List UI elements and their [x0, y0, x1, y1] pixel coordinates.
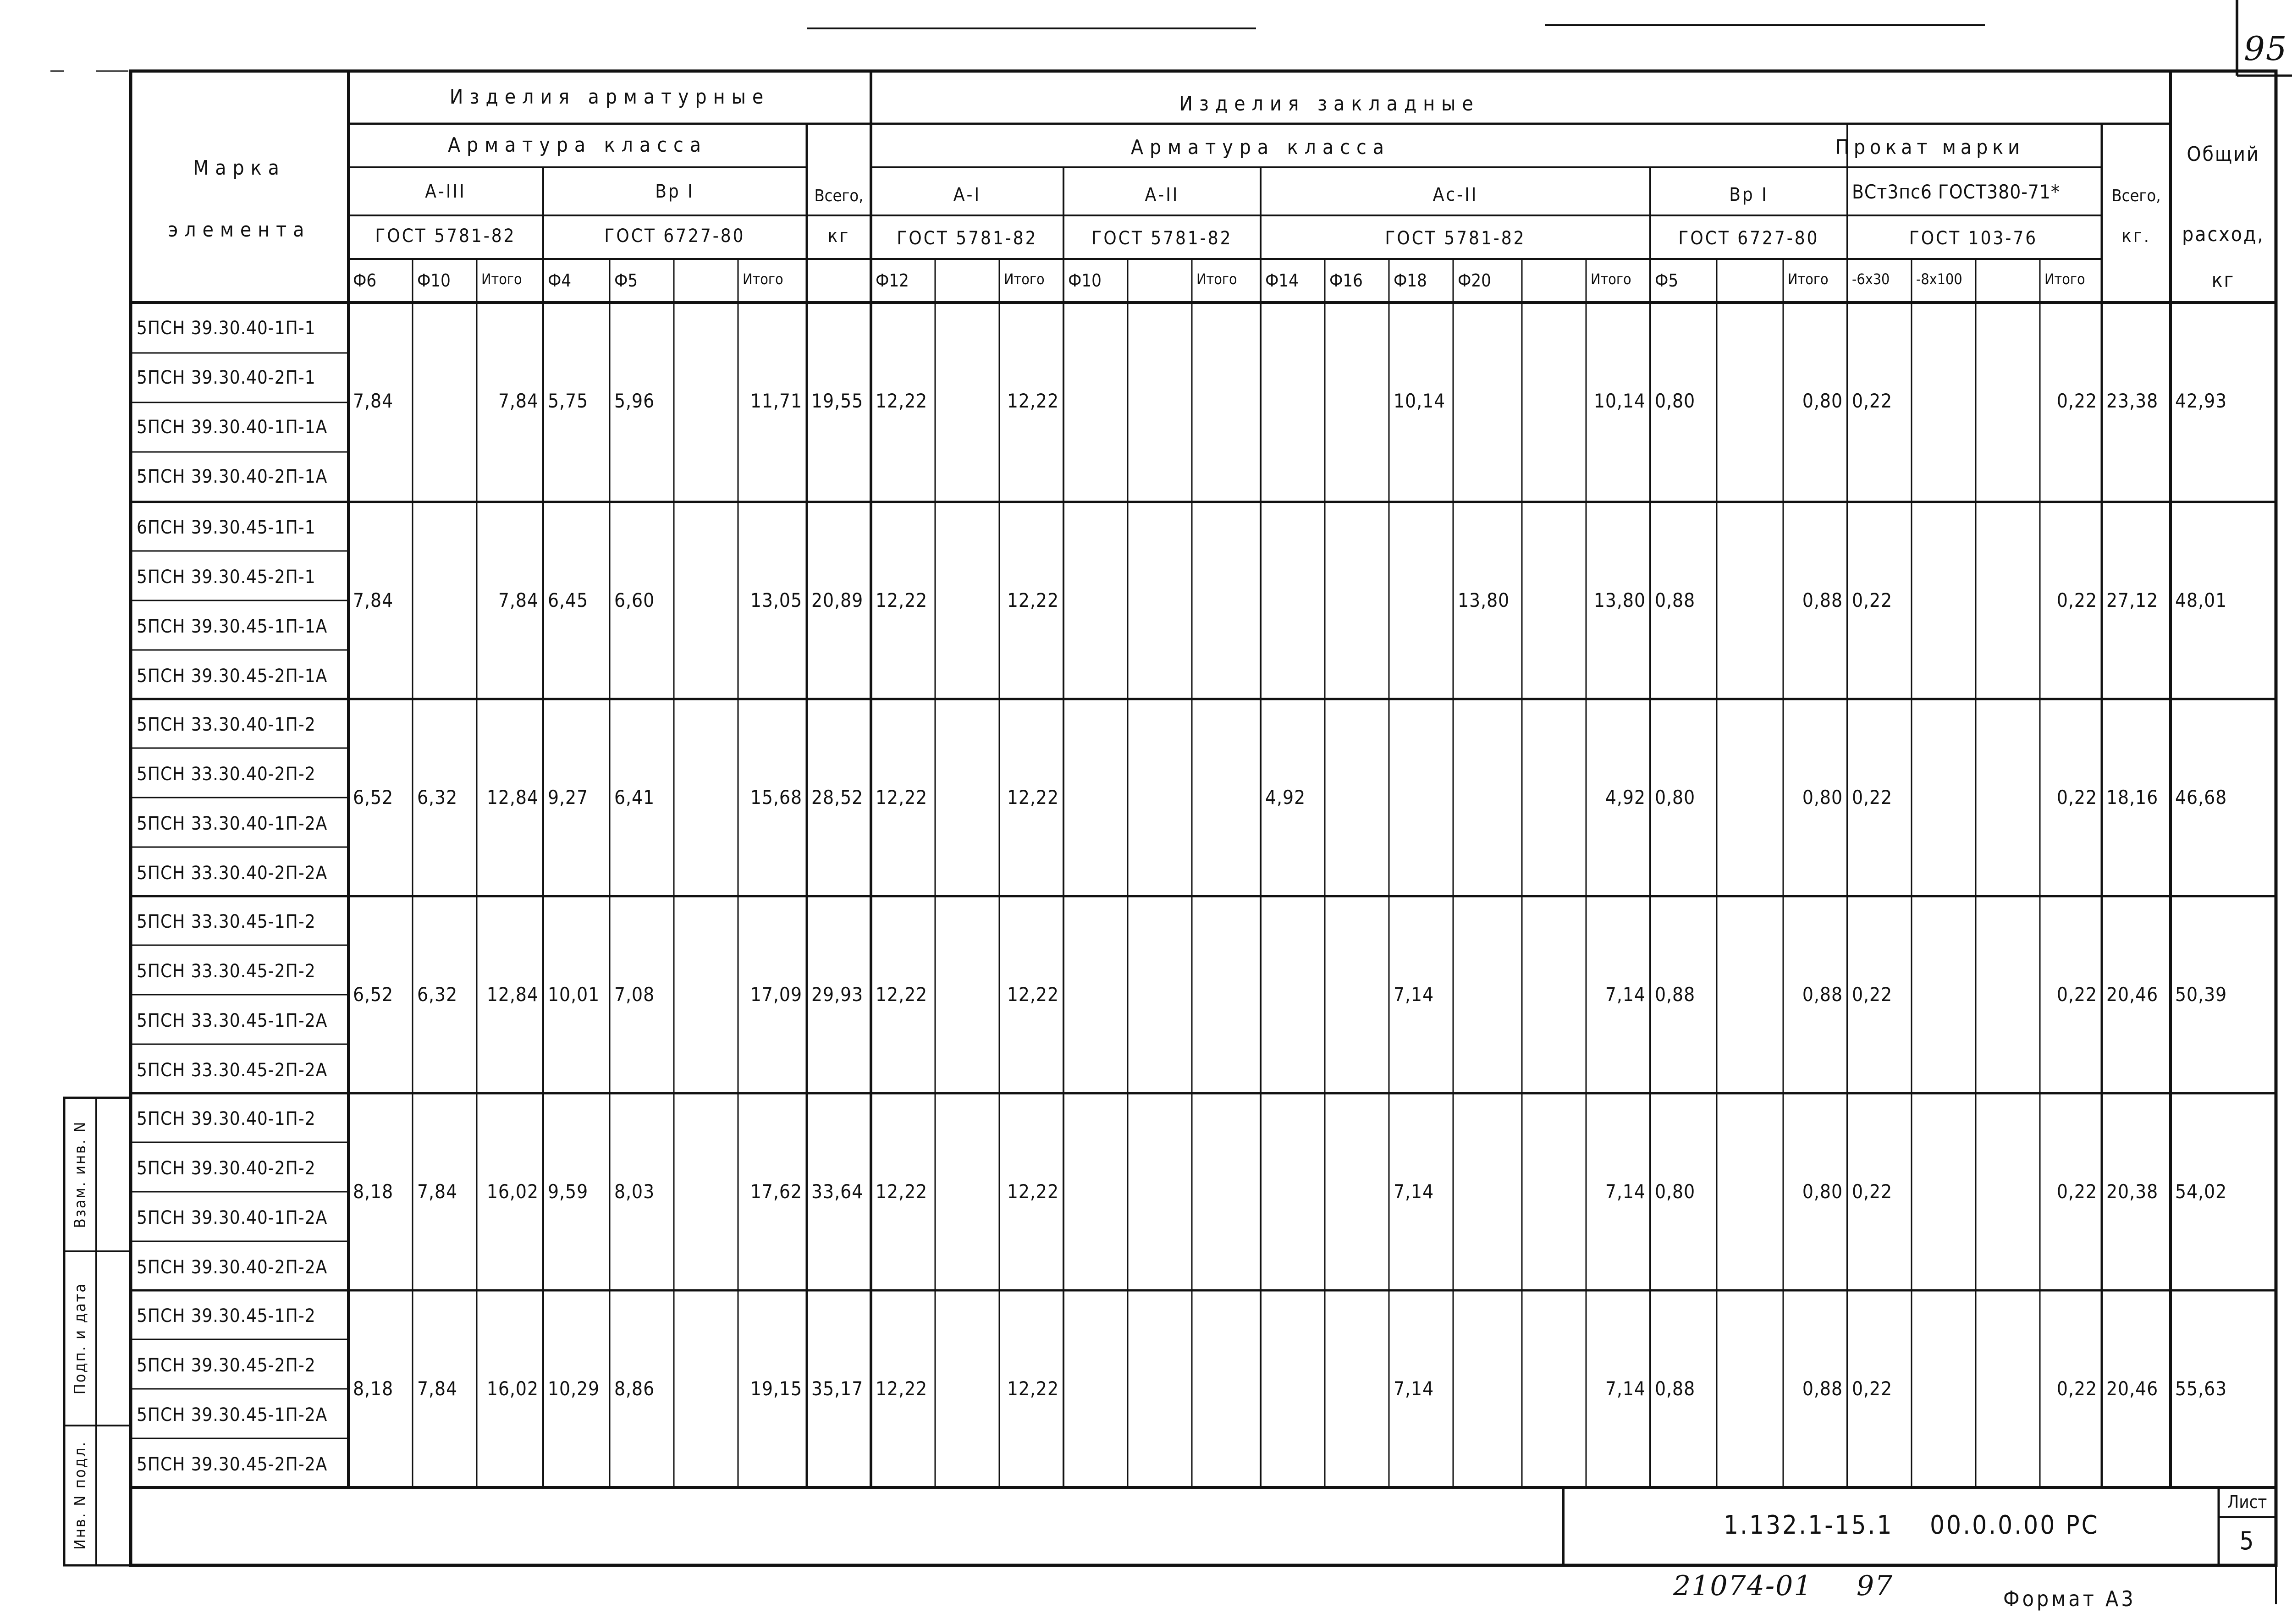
value-cell: 7,84	[353, 390, 394, 412]
value-cell: 0,22	[2056, 1377, 2097, 1400]
diameter-header-cell: Итого	[1591, 270, 1631, 288]
element-mark: 5ПСН 33.30.45-1П-2А	[137, 1010, 328, 1031]
doc-suffix: 00.0.0.00 РС	[1930, 1510, 2099, 1540]
value-cell: 9,59	[548, 1180, 589, 1203]
element-mark: 5ПСН 33.30.45-2П-2А	[137, 1060, 328, 1081]
arm-klassa-2: Арматура класса	[1130, 136, 1391, 159]
diameter-header-cell: -6х30	[1852, 270, 1890, 288]
value-cell: 0,88	[1655, 589, 1696, 611]
value-cell: 0,22	[2056, 786, 2097, 809]
diameter-header-cell: Ф10	[417, 270, 451, 291]
value-cell: 20,38	[2106, 1180, 2159, 1203]
value-cell: 12,22	[1007, 589, 1059, 611]
value-cell: 10,29	[548, 1377, 600, 1400]
value-cell: 0,22	[2056, 983, 2097, 1006]
element-mark: 5ПСН 39.30.40-2П-2	[137, 1158, 316, 1179]
gost-7: ГОСТ 103-76	[1909, 228, 2038, 249]
value-cell: 18,16	[2106, 786, 2159, 809]
element-mark: 5ПСН 33.30.45-2П-2	[137, 961, 316, 982]
diameter-header-cell: Ф14	[1265, 270, 1299, 291]
element-mark: 5ПСН 39.30.45-2П-2А	[137, 1454, 328, 1475]
element-mark: 5ПСН 39.30.40-1П-1А	[137, 417, 328, 438]
diameter-header-cell: Ф12	[876, 270, 909, 291]
class-bp1-a: Вр I	[655, 181, 694, 202]
prokat-grade: ВСт3пс6 ГОСТ380-71*	[1852, 181, 2060, 203]
value-cell: 50,39	[2175, 983, 2227, 1006]
value-cell: 6,32	[417, 786, 458, 809]
element-mark: 6ПСН 39.30.45-1П-1	[137, 517, 316, 538]
value-cell: 6,52	[353, 983, 394, 1006]
value-cell: 19,55	[811, 390, 864, 412]
value-cell: 7,84	[417, 1180, 458, 1203]
value-cell: 0,22	[1852, 1377, 1893, 1400]
value-cell: 11,71	[750, 390, 802, 412]
element-mark: 5ПСН 39.30.40-2П-1А	[137, 466, 328, 487]
value-cell: 8,86	[614, 1377, 655, 1400]
value-cell: 0,88	[1802, 983, 1843, 1006]
element-mark: 5ПСН 39.30.40-1П-1	[137, 318, 316, 339]
value-cell: 7,84	[417, 1377, 458, 1400]
element-mark: 5ПСН 39.30.45-2П-2	[137, 1355, 316, 1376]
value-cell: 16,02	[486, 1180, 539, 1203]
value-cell: 0,80	[1802, 786, 1843, 809]
value-cell: 12,84	[486, 983, 539, 1006]
side-label-podp: Подп. и дата	[71, 1282, 89, 1395]
value-cell: 0,80	[1655, 786, 1696, 809]
vsego-1a: Всего,	[814, 187, 864, 205]
value-cell: 35,17	[811, 1377, 864, 1400]
value-cell: 7,14	[1394, 1377, 1434, 1400]
diameter-header-cell: Ф16	[1329, 270, 1363, 291]
diameter-header-cell: Итого	[481, 270, 522, 288]
value-cell: 0,22	[1852, 390, 1893, 412]
value-cell: 20,89	[811, 589, 864, 611]
value-cell: 0,22	[1852, 589, 1893, 611]
value-cell: 29,93	[811, 983, 864, 1006]
diameter-header-cell: Ф5	[1655, 270, 1679, 291]
obshchiy-header-2: расход,	[2182, 223, 2264, 246]
value-cell: 17,09	[750, 983, 802, 1006]
value-cell: 7,84	[353, 589, 394, 611]
value-cell: 16,02	[486, 1377, 539, 1400]
value-cell: 7,14	[1605, 1180, 1646, 1203]
element-mark: 5ПСН 33.30.40-2П-2А	[137, 863, 328, 884]
value-cell: 27,12	[2106, 589, 2159, 611]
value-cell: 4,92	[1265, 786, 1306, 809]
gost-3: ГОСТ 5781-82	[897, 228, 1038, 249]
diameter-header-cell: Ф18	[1394, 270, 1427, 291]
value-cell: 9,27	[548, 786, 589, 809]
corner-sheet-number: 95	[2244, 29, 2288, 68]
element-mark: 5ПСН 39.30.45-1П-2А	[137, 1404, 328, 1426]
value-cell: 28,52	[811, 786, 864, 809]
value-cell: 7,14	[1394, 1180, 1434, 1203]
diameter-header-cell: Итого	[1004, 270, 1045, 288]
value-cell: 12,22	[1007, 983, 1059, 1006]
value-cell: 12,22	[1007, 786, 1059, 809]
value-cell: 10,14	[1394, 390, 1446, 412]
value-cell: 0,22	[1852, 786, 1893, 809]
value-cell: 7,14	[1605, 983, 1646, 1006]
value-cell: 0,22	[2056, 390, 2097, 412]
value-cell: 23,38	[2106, 390, 2159, 412]
value-cell: 0,80	[1802, 1180, 1843, 1203]
diameter-header-cell: Ф6	[353, 270, 377, 291]
value-cell: 7,14	[1605, 1377, 1646, 1400]
value-cell: 54,02	[2175, 1180, 2227, 1203]
gost-1: ГОСТ 5781-82	[375, 226, 516, 247]
value-cell: 8,18	[353, 1180, 394, 1203]
class-bp1-b: Вр I	[1729, 184, 1769, 205]
value-cell: 12,22	[876, 786, 928, 809]
value-cell: 7,84	[498, 589, 539, 611]
diameter-header-cell: Итого	[1788, 270, 1829, 288]
value-cell: 55,63	[2175, 1377, 2227, 1400]
value-cell: 7,84	[498, 390, 539, 412]
value-cell: 12,84	[486, 786, 539, 809]
value-cell: 4,92	[1605, 786, 1646, 809]
class-a2: А-II	[1145, 184, 1179, 205]
value-cell: 0,80	[1802, 390, 1843, 412]
element-mark: 5ПСН 39.30.45-1П-2	[137, 1305, 316, 1327]
value-cell: 8,03	[614, 1180, 655, 1203]
diameter-header-cell: Ф5	[614, 270, 638, 291]
value-cell: 6,52	[353, 786, 394, 809]
element-mark: 5ПСН 39.30.40-2П-2А	[137, 1257, 328, 1278]
value-cell: 20,46	[2106, 1377, 2159, 1400]
element-mark: 5ПСН 33.30.40-1П-2	[137, 714, 316, 735]
value-cell: 13,05	[750, 589, 802, 611]
value-cell: 8,18	[353, 1377, 394, 1400]
side-label-inv: Инв. N подл.	[71, 1440, 89, 1550]
value-cell: 12,22	[1007, 1377, 1059, 1400]
value-cell: 0,80	[1655, 1180, 1696, 1203]
value-cell: 6,41	[614, 786, 655, 809]
value-cell: 6,32	[417, 983, 458, 1006]
diameter-header-cell: Итого	[2044, 270, 2085, 288]
element-header: элемента	[168, 218, 311, 242]
diameter-header-cell: Ф4	[548, 270, 572, 291]
obshchiy-header-1: Общий	[2187, 143, 2260, 166]
vsego-1b: кг	[827, 226, 850, 247]
value-cell: 17,62	[750, 1180, 802, 1203]
sheet-number: 5	[2239, 1526, 2255, 1555]
element-mark: 5ПСН 39.30.45-2П-1А	[137, 666, 328, 687]
value-cell: 0,22	[2056, 589, 2097, 611]
value-cell: 12,22	[876, 1180, 928, 1203]
value-cell: 13,80	[1458, 589, 1510, 611]
element-mark: 5ПСН 39.30.40-1П-2	[137, 1108, 316, 1129]
diameter-header-cell: Итого	[743, 270, 783, 288]
gost-5: ГОСТ 5781-82	[1385, 228, 1526, 249]
value-cell: 13,80	[1593, 589, 1646, 611]
value-cell: 12,22	[876, 983, 928, 1006]
value-cell: 20,46	[2106, 983, 2159, 1006]
value-cell: 42,93	[2175, 390, 2227, 412]
value-cell: 15,68	[750, 786, 802, 809]
marka-header: Марка	[193, 156, 286, 180]
element-mark: 5ПСН 39.30.45-2П-1	[137, 567, 316, 588]
value-cell: 19,15	[750, 1377, 802, 1400]
value-cell: 0,88	[1802, 589, 1843, 611]
zakladnye-header: Изделия закладные	[1179, 92, 1480, 116]
value-cell: 0,22	[1852, 983, 1893, 1006]
element-mark: 5ПСН 39.30.40-2П-1	[137, 367, 316, 388]
value-cell: 0,88	[1655, 1377, 1696, 1400]
value-cell: 12,22	[876, 1377, 928, 1400]
element-mark: 5ПСН 39.30.40-1П-2А	[137, 1207, 328, 1228]
element-mark: 5ПСН 39.30.45-1П-1А	[137, 616, 328, 637]
sheet-label: Лист	[2227, 1492, 2267, 1512]
doc-code: 1.132.1-15.1	[1724, 1510, 1894, 1540]
value-cell: 7,08	[614, 983, 655, 1006]
value-cell: 0,88	[1802, 1377, 1843, 1400]
value-cell: 0,80	[1655, 390, 1696, 412]
side-label-vzam: Взам. инв. N	[71, 1120, 89, 1228]
bottom-note-format: Формат А3	[2003, 1586, 2136, 1611]
armaturnye-header: Изделия арматурные	[449, 85, 770, 109]
class-a3: А-III	[425, 181, 466, 202]
diameter-header-cell: Ф10	[1068, 270, 1102, 291]
diameter-header-cell: Ф20	[1458, 270, 1491, 291]
value-cell: 12,22	[876, 589, 928, 611]
value-cell: 46,68	[2175, 786, 2227, 809]
diameter-header-cell: Итого	[1196, 270, 1237, 288]
value-cell: 48,01	[2175, 589, 2227, 611]
value-cell: 6,60	[614, 589, 655, 611]
bottom-note-2: 97	[1857, 1570, 1894, 1602]
value-cell: 12,22	[1007, 1180, 1059, 1203]
value-cell: 10,01	[548, 983, 600, 1006]
class-a1: А-I	[953, 184, 981, 205]
bottom-note-1: 21074-01	[1673, 1570, 1813, 1602]
prokat-header: Прокат марки	[1835, 136, 2024, 159]
value-cell: 12,22	[876, 390, 928, 412]
value-cell: 5,75	[548, 390, 589, 412]
element-mark: 5ПСН 33.30.40-2П-2	[137, 764, 316, 785]
value-cell: 10,14	[1593, 390, 1646, 412]
arm-klassa-1: Арматура класса	[447, 133, 708, 157]
value-cell: 6,45	[548, 589, 589, 611]
gost-6: ГОСТ 6727-80	[1678, 228, 1819, 249]
gost-2: ГОСТ 6727-80	[604, 226, 745, 247]
value-cell: 0,22	[2056, 1180, 2097, 1203]
gost-4: ГОСТ 5781-82	[1091, 228, 1233, 249]
value-cell: 5,96	[614, 390, 655, 412]
element-mark: 5ПСН 33.30.40-1П-2А	[137, 813, 328, 834]
value-cell: 0,22	[1852, 1180, 1893, 1203]
value-cell: 12,22	[1007, 390, 1059, 412]
diameter-header-cell: -8х100	[1916, 270, 1962, 288]
value-cell: 0,88	[1655, 983, 1696, 1006]
element-mark: 5ПСН 33.30.45-1П-2	[137, 911, 316, 932]
vsego-2b: кг.	[2121, 226, 2151, 247]
value-cell: 7,14	[1394, 983, 1434, 1006]
obshchiy-header-3: кг	[2211, 269, 2235, 292]
value-cell: 33,64	[811, 1180, 864, 1203]
class-ac2: Ас-II	[1432, 184, 1478, 205]
vsego-2a: Всего,	[2111, 187, 2161, 205]
